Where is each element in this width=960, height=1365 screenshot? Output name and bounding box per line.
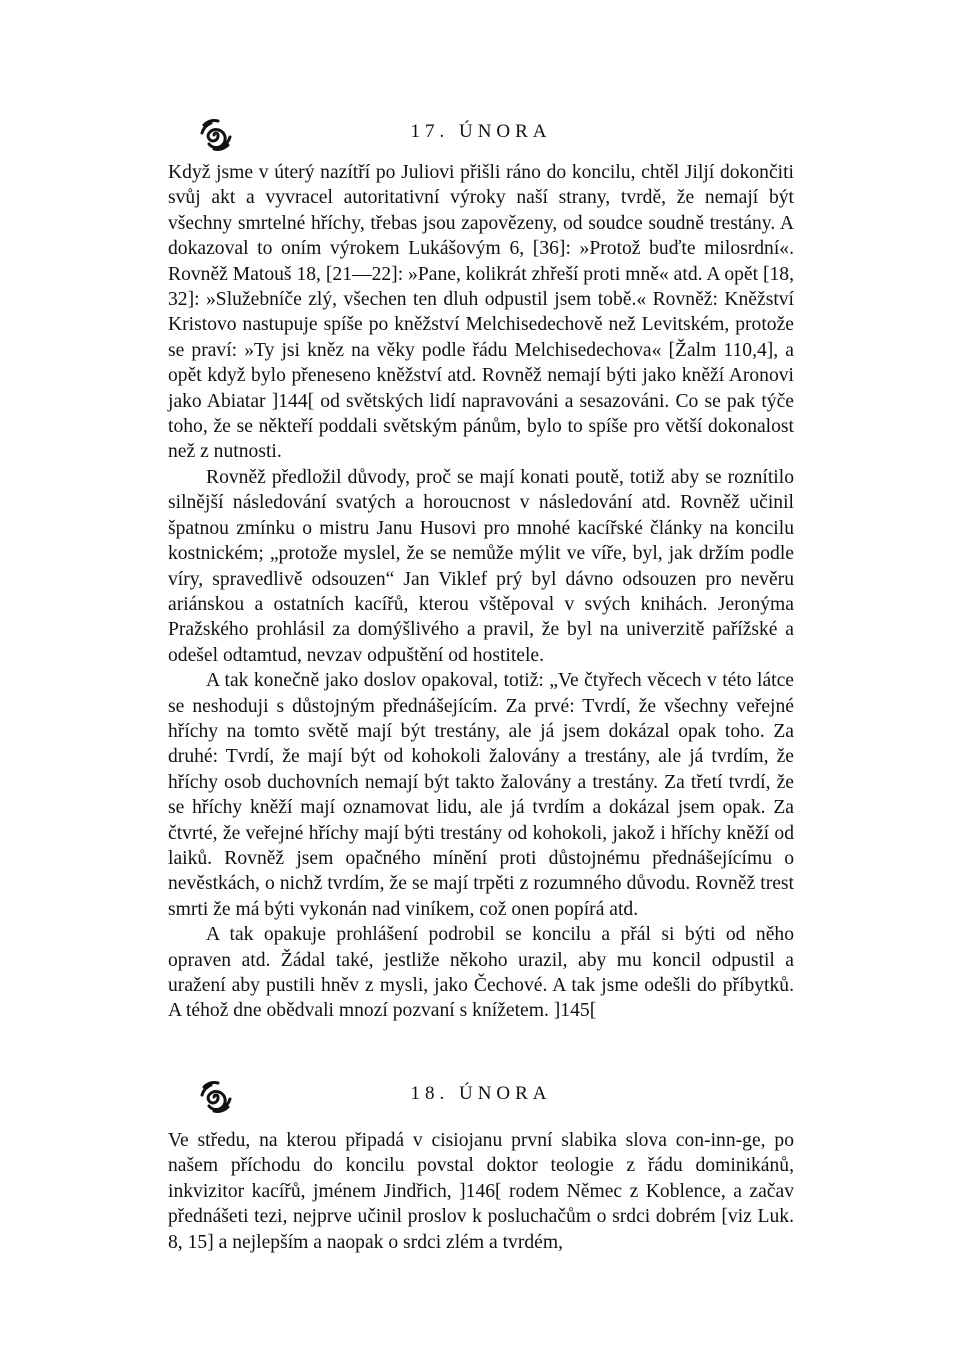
paragraph: A tak opakuje prohlášení podrobil se koncilu a přál si býti od něho opraven atd. Žádal také, jestliže někoho urazil, aby mu koncil odpustil a uražení aby pustili hněv z mysli, jako Čechové. A tak jsme odešli do příbytků. A téhož dne obědvali mnozí pozvaní s knížetem. ]145[ <box>168 924 794 1022</box>
paragraph: A tak konečně jako doslov opakoval, totiž: „Ve čtyřech věcech v této látce se neshoduji s důstojným přednášejícím. Za prvé: Tvrdí, že všechny veřejné hříchy na tomto světě mají být trestány, ale já jsem dokázal opak toho. Za druhé: Tvrdí, že mají být od kohokoli žalovány a trestány, ale já tvrdím, že hříchy osob duchovních nemají být takto žalovány a trestány. Za třetí tvrdí, že se hříchy kněží mají oznamovat lidu, ale já tvrdím a dokázal jsem opak. Za čtvrté, že veřejné hříchy mají býti trestány od kohokoli, jakož i hříchy kněží od laiků. Rovněž jsem opačného mínění proti důstojnému přednášejícímu o nevěstkách, o nichž tvrdím, že se mají trpěti z rozumného důvodu. Rovněž trest smrti že má býti vykonán nad viníkem, což onen popírá atd. <box>168 670 794 920</box>
section-body-1 <box>168 160 794 1024</box>
paragraph: Rovněž předložil důvody, proč se mají konati poutě, totiž aby se roznítilo silnější následování svatých a horoucnost v následování atd. Rovněž učinil špatnou zmínku o mistru Janu Husovi pro mnohé kacířské články na koncilu kostnickém; „protože myslel, že se nemůže mýlit ve víře, byl, jak držím podle víry, spravedlivě odsouzen“ Jan Viklef prý byl dávno odsouzen pro nevěru ariánskou a ostatních kacířů, kterou vštěpoval v svých knihách. Jeronýma Pražského prohlásil za domýšlivého a pravil, že byl na univerzitě pařížské a odešel odtamtud, nevzav odpuštění od hostitele. <box>168 466 794 666</box>
section-title: 17. ÚNORA <box>410 121 552 142</box>
paragraph: Když jsme v úterý nazítří po Juliovi přišli ráno do koncilu, chtěl Jiljí dokončiti svůj akt a vyvracel autoritativní výroky naší strany, tvrdě, že nemají být všechny smrtelné hříchy, třebas jsou zapovězeny, od soudce soudně trestány. A dokazoval to oním výrokem Lukášovým 6, [36]: »Protož buďte milosrdní«. Rovněž Matouš 18, [21—22]: »Pane, kolikrát zhřeší proti mně« atd. A opět [18, 32]: »Služebníče zlý, všechen ten dluh odpustil jsem tobě.« Rovněž: Kněžství Kristovo nastupuje spíše po kněžství Melchisedechově než Levitském, protože se praví: »Ty jsi kněz na věky podle řádu Melchisedechova« [Žalm 110,4], a opět když bylo přeneseno kněžství atd. Rovněž nemají býti jako kněží Aronovi jako Abiatar ]144[ od světských lidí napravováni a sesazováni. Co se pak týče toho, že se někteří poddali světským pánům, bylo to spíše pro větší dokonalost než z nutnosti. <box>168 162 794 463</box>
section-heading-2 <box>168 1077 794 1117</box>
section-body-2 <box>168 1128 794 1255</box>
paragraph: Ve středu, na kterou připadá v cisiojanu první slabika slova con-inn-ge, po našem příchodu do koncilu povstal doktor teologie z řádu dominikánů, inkvizitor kacířů, jménem Jindřich, ]146[ rodem Němec z Koblence, a začav přednášeti tezi, nejprve učinil proslov k posluchačům o srdci dobrém [viz Luk. 8, 15] a nejlepším a naopak o srdci zlém a tvrdém, <box>168 1130 794 1253</box>
section-heading-1 <box>168 115 794 155</box>
section-title: 18. ÚNORA <box>410 1083 552 1104</box>
